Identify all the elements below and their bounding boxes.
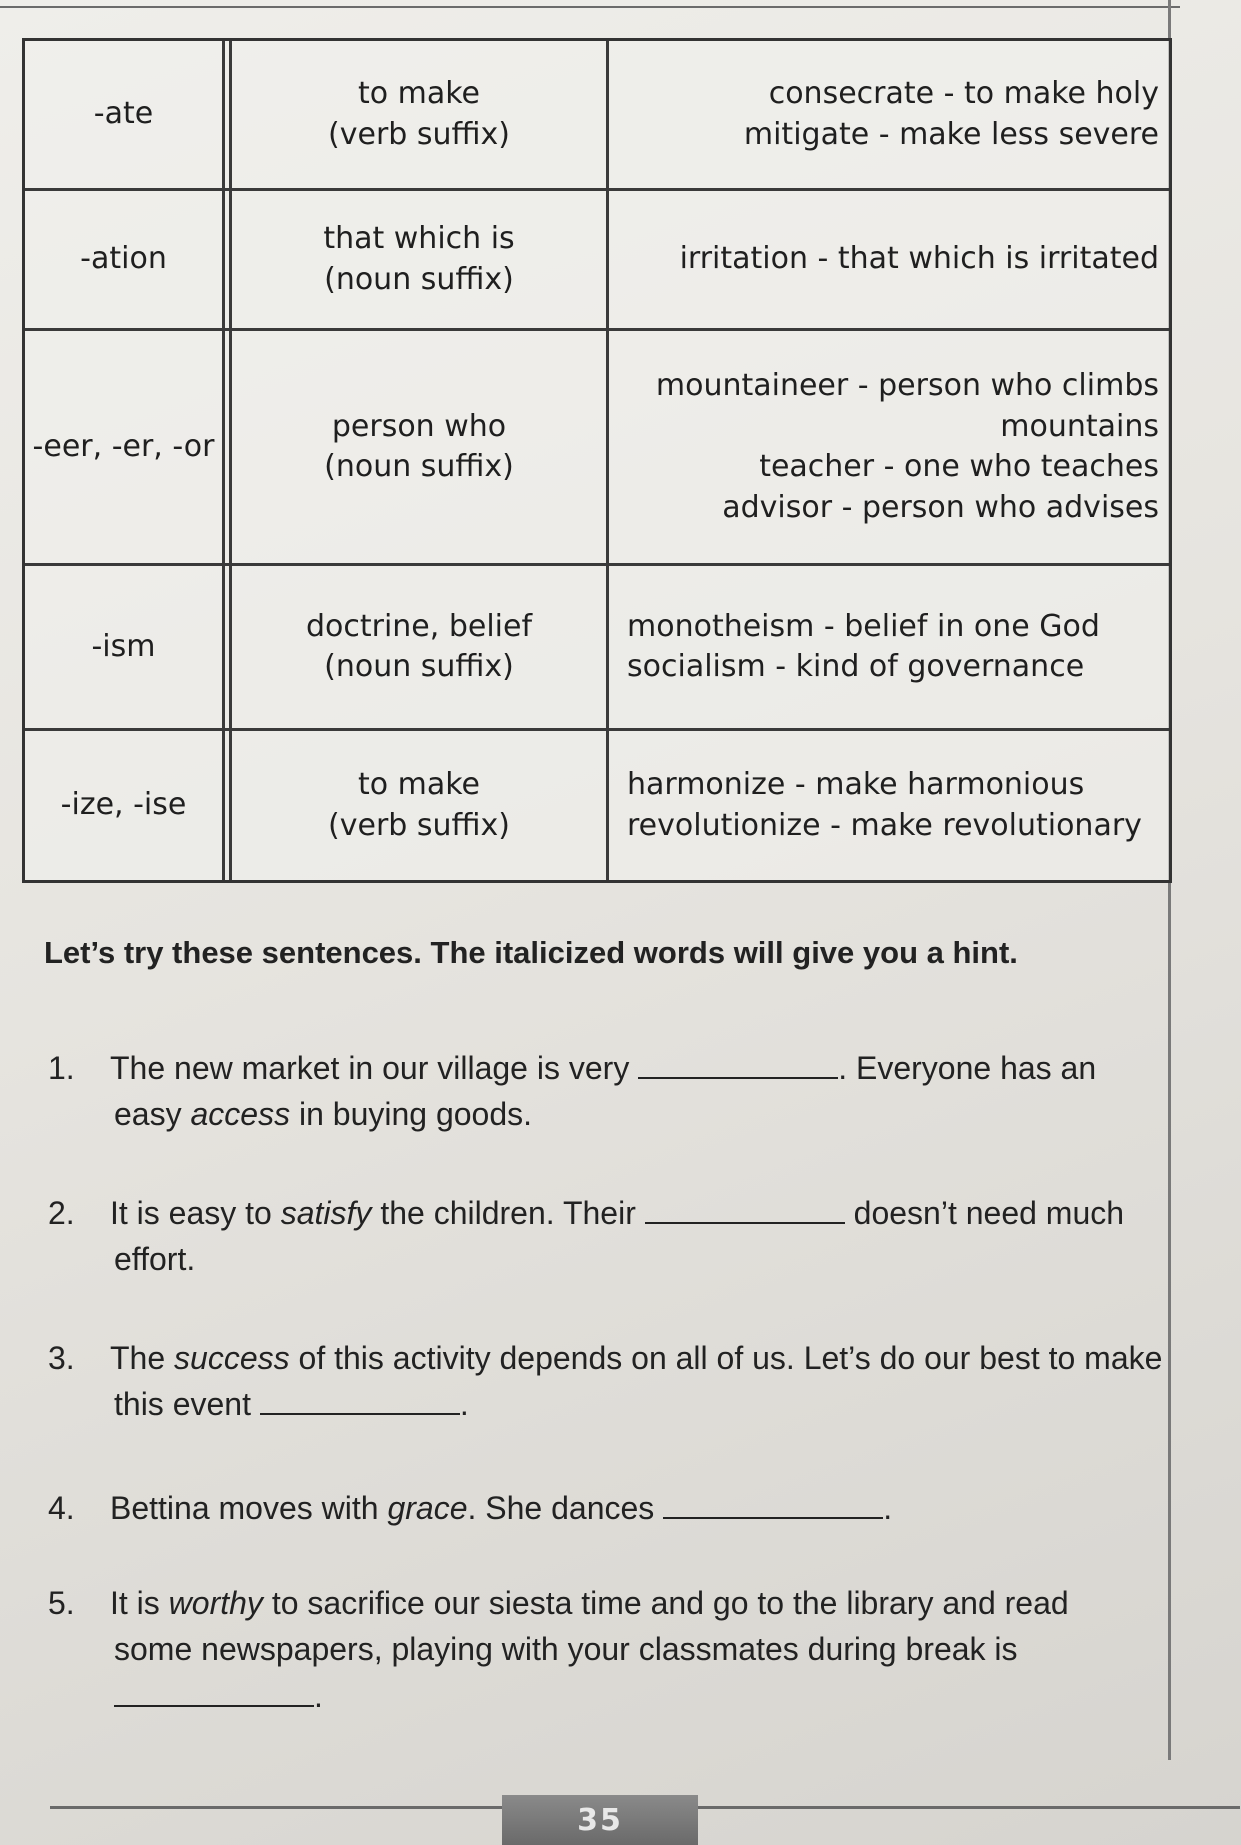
meaning-cell [229, 331, 609, 563]
table-row [25, 566, 1169, 731]
examples-cell [615, 731, 1171, 880]
page-number: 35 [502, 1795, 698, 1845]
meaning-line: to make [357, 767, 481, 802]
example-line: irritation - that which is irritated [679, 241, 1159, 277]
examples-cell [615, 41, 1171, 188]
exercise-number: 2. [48, 1195, 75, 1231]
exercise-item [48, 1485, 1196, 1531]
top-frame-line [0, 0, 1180, 8]
suffix-cell: -ism [25, 566, 225, 728]
exercise-text: this event [114, 1386, 251, 1423]
example-line: monotheism - belief in one God [627, 608, 1100, 644]
example-line: consecrate - to make holy [768, 76, 1159, 111]
exercise-item [48, 1045, 1196, 1138]
exercise-number: 5. [48, 1585, 75, 1621]
exercise-continuation [48, 1091, 1196, 1137]
meaning-line: doctrine, belief [305, 608, 533, 644]
meaning-cell [229, 191, 609, 328]
exercise-text: doesn’t need much [853, 1195, 1125, 1231]
exercise-item [48, 1580, 1196, 1719]
examples-cell [615, 331, 1171, 563]
exercise-text: the children. Their [371, 1195, 636, 1231]
exercise-number: 3. [48, 1340, 75, 1376]
meaning-cell [229, 41, 609, 188]
suffix-table [22, 38, 1172, 883]
hint-word: grace [387, 1490, 468, 1526]
suffix-cell: -ate [25, 41, 225, 188]
meaning-type: (noun suffix) [324, 649, 514, 684]
answer-blank[interactable] [663, 1491, 883, 1519]
example-line: socialism - kind of governance [627, 649, 1085, 684]
examples-cell [615, 566, 1171, 728]
meaning-type: (noun suffix) [324, 449, 514, 484]
example-line: mountaineer - person who climbs [655, 368, 1159, 403]
exercise-item [48, 1335, 1196, 1428]
exercise-continuation [48, 1673, 1196, 1719]
answer-blank[interactable] [638, 1051, 838, 1079]
hint-word: worthy [168, 1585, 263, 1621]
answer-blank[interactable] [114, 1679, 314, 1707]
meaning-type: (verb suffix) [328, 807, 510, 843]
exercise-item [48, 1190, 1196, 1283]
meaning-line: that which is [323, 221, 515, 256]
suffix-cell: -ize, -ise [25, 731, 225, 880]
table-row [25, 191, 1169, 331]
exercise-text: in buying goods. [290, 1096, 533, 1133]
exercise-continuation: some newspapers, playing with your classmates during break is [114, 1631, 1018, 1668]
exercise-text: It is [110, 1585, 169, 1621]
table-row [25, 331, 1169, 566]
exercise-text: easy [114, 1096, 191, 1133]
exercise-continuation [48, 1381, 1196, 1427]
suffix-cell: -ation [25, 191, 225, 328]
answer-blank[interactable] [260, 1387, 460, 1415]
hint-word: access [190, 1096, 291, 1133]
meaning-cell [229, 566, 609, 728]
instruction-text: Let’s try these sentences. The italicized words will give you a hint. [44, 935, 1018, 970]
exercise-text: The [110, 1340, 175, 1376]
exercise-text: The new market in our village is very [110, 1050, 630, 1086]
example-line: advisor - person who advises [722, 489, 1159, 525]
exercise-continuation: effort. [114, 1241, 196, 1278]
example-line: teacher - one who teaches [759, 449, 1159, 484]
suffix-cell: -eer, -er, -or [25, 331, 225, 563]
exercise-text: Bettina moves with [110, 1490, 388, 1526]
exercise-text: . [314, 1677, 323, 1714]
table-row [25, 41, 1169, 191]
table-row [25, 731, 1169, 880]
examples-cell [615, 191, 1171, 328]
example-line: mitigate - make less severe [743, 116, 1159, 152]
example-line: mountains [1000, 408, 1159, 444]
exercise-number: 4. [48, 1490, 75, 1526]
hint-word: success [174, 1340, 290, 1376]
example-line: revolutionize - make revolutionary [627, 807, 1142, 843]
meaning-line: person who [331, 408, 507, 444]
exercise-text: . Everyone has an [838, 1050, 1097, 1086]
exercise-text: of this activity depends on all of us. Let’s do our best to make [289, 1340, 1163, 1376]
exercise-text: . [459, 1386, 469, 1423]
exercise-text: It is easy to [110, 1195, 281, 1231]
hint-word: satisfy [280, 1195, 372, 1231]
exercise-text: . [883, 1490, 893, 1526]
example-line: harmonize - make harmonious [627, 767, 1085, 802]
meaning-type: (verb suffix) [328, 116, 510, 152]
exercise-text: to sacrifice our siesta time and go to the library and read [262, 1585, 1069, 1621]
exercise-text: . She dances [467, 1490, 655, 1526]
meaning-type: (noun suffix) [324, 261, 514, 297]
meaning-line: to make [357, 76, 481, 111]
exercise-number: 1. [48, 1050, 75, 1086]
meaning-cell [229, 731, 609, 880]
answer-blank[interactable] [645, 1196, 845, 1224]
